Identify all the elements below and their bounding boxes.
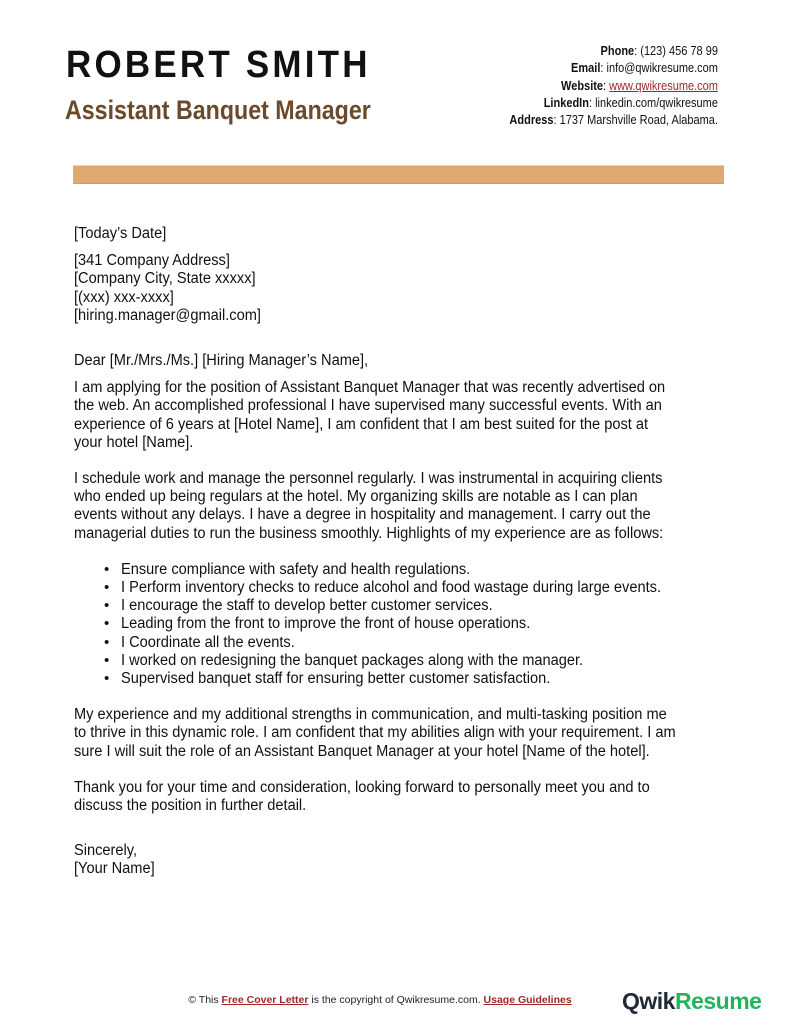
contact-separator: : [634,44,641,58]
job-title: Assistant Banquet Manager [65,95,371,125]
accent-divider-bar [73,165,724,184]
bullet-icon: • [104,651,110,669]
paragraph-line: the web. An accomplished professional I have supervised many successful events. With an [74,397,662,415]
highlight-text: Supervised banquet staff for ensuring better customer satisfaction. [121,670,551,688]
salutation: Dear [Mr./Mrs./Ms.] [Hiring Manager’s Name], [74,352,369,370]
bullet-icon: • [104,560,110,578]
paragraph-4 [74,779,754,815]
paragraph-2 [74,470,754,543]
highlight-text: Ensure compliance with safety and health regulations. [121,560,471,578]
paragraph-1 [74,379,754,452]
bullet-icon: • [104,615,110,633]
recipient-email: [hiring.manager@gmail.com] [74,306,261,324]
paragraph-line: Thank you for your time and consideration, looking forward to personally meet you and to [74,778,650,796]
bullet-icon: • [104,633,110,651]
qwikresume-logo[interactable] [622,988,761,1015]
usage-guidelines-link[interactable]: Usage Guidelines [483,994,572,1006]
contact-separator: : [588,95,596,110]
paragraph-line: My experience and my additional strengths in communication, and multi-tasking position me [74,706,667,724]
footer-prefix: © This [188,994,222,1006]
bullet-icon: • [104,670,110,688]
contact-label: LinkedIn [543,95,589,110]
paragraph-line: discuss the position in further detail. [74,797,307,815]
paragraph-line: I am applying for the position of Assistant Banquet Manager that was recently advertised on [74,379,666,397]
highlight-text: I encourage the staff to develop better customer services. [121,597,493,615]
paragraph-line: your hotel [Name]. [74,433,194,451]
contact-value: info@qwikresume.com [606,61,718,76]
highlight-item [74,615,754,633]
paragraph-line: experience of 6 years at [Hotel Name], I am confident that I am best suited for the post at [74,415,649,433]
contact-phone [509,43,718,60]
applicant-name: ROBERT SMITH [66,44,371,86]
paragraph-line: sure I will suit the role of an Assistant Banquet Manager at your hotel [Name of the hotel]. [74,742,650,760]
logo-part-qwik: Qwik [622,988,675,1014]
contact-website [509,78,718,95]
free-cover-letter-link[interactable]: Free Cover Letter [221,994,309,1006]
highlight-text: I Coordinate all the events. [121,633,295,651]
highlight-text: I worked on redesigning the banquet packages along with the manager. [121,651,584,669]
footer-middle: is the copyright of Qwikresume.com. [308,994,484,1006]
letter-body [74,225,754,879]
bullet-icon: • [104,579,110,597]
paragraph-line: events without any delays. I have a degree in hospitality and management. I carry out the [74,506,651,524]
contact-label: Website [561,78,604,93]
highlight-text: Leading from the front to improve the front of house operations. [121,615,531,633]
highlight-item [74,579,754,597]
highlight-item [74,561,754,579]
logo-part-resume: Resume [674,988,762,1014]
highlight-text: I Perform inventory checks to reduce alcohol and food wastage during large events. [121,579,662,597]
recipient-block [74,252,754,325]
signature: [Your Name] [74,860,155,878]
paragraph-3 [74,706,754,761]
highlight-item [74,670,754,688]
contact-info [481,43,718,129]
contact-label: Phone [600,44,635,58]
highlight-item [74,597,754,615]
paragraph-line: I schedule work and manage the personnel regularly. I was instrumental in acquiring clients [74,470,663,488]
highlights-list [74,561,754,688]
contact-label: Email [571,61,601,76]
contact-value: (123) 456 78 99 [640,44,718,58]
contact-email [509,60,718,77]
contact-linkedin [509,95,718,112]
bullet-icon: • [104,597,110,615]
recipient-city: [Company City, State xxxxx] [74,270,256,288]
contact-separator: : [600,61,607,76]
paragraph-line: managerial duties to run the business smoothly. Highlights of my experience are as follows: [74,524,664,542]
contact-separator: : [603,78,610,93]
recipient-address: [341 Company Address] [74,252,230,270]
sign-off [74,842,754,878]
contact-label: Address [509,113,554,128]
paragraph-line: to thrive in this dynamic role. I am confident that my abilities align with your requirement. I am [74,724,676,742]
contact-value: 1737 Marshville Road, Alabama. [559,113,718,128]
closing: Sincerely, [74,842,138,860]
recipient-phone: [(xxx) xxx-xxxx] [74,288,174,306]
highlight-item [74,634,754,652]
highlight-item [74,652,754,670]
contact-value: linkedin.com/qwikresume [595,95,718,110]
contact-separator: : [553,113,560,128]
website-link[interactable]: www.qwikresume.com [609,78,718,93]
contact-address [509,112,718,129]
letter-date: [Today’s Date] [74,225,167,242]
paragraph-line: who ended up being regulars at the hotel. My organizing skills are notable as I can plan [74,488,638,506]
